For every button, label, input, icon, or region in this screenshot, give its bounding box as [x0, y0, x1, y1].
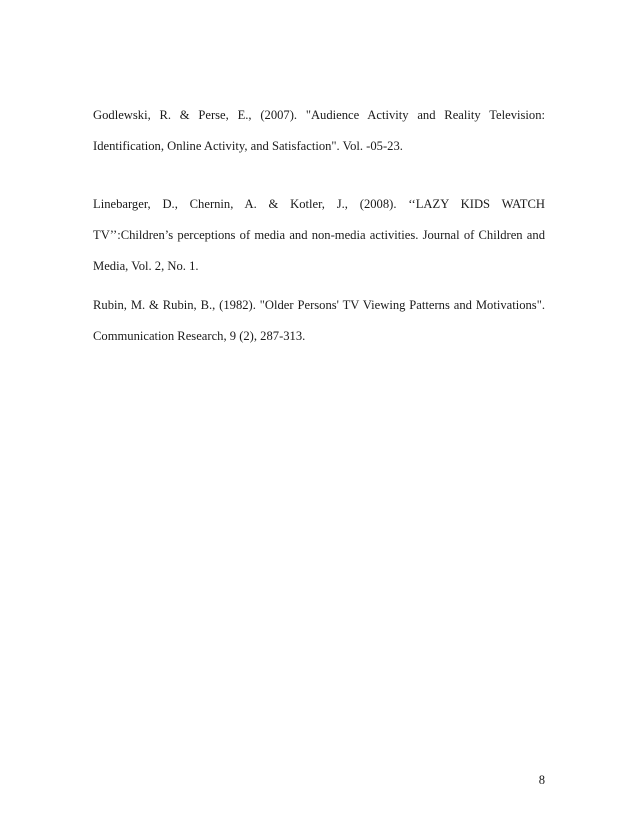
page-number: 8 [538, 773, 545, 787]
reference-line: Linebarger, D., Chernin, A. & Kotler, J., (2008). ‘‘LAZY KIDS WATCH [93, 197, 545, 211]
reference-entry-godlewski [93, 100, 545, 162]
reference-line: Communication Research, 9 (2), 287-313. [93, 329, 306, 343]
reference-line: Identification, Online Activity, and Satisfaction". Vol. -05-23. [93, 139, 403, 153]
reference-line: Rubin, M. & Rubin, B., (1982). "Older Persons' TV Viewing Patterns and Motivations". [93, 298, 545, 312]
reference-entry-linebarger [93, 189, 545, 282]
reference-line: Godlewski, R. & Perse, E., (2007). "Audience Activity and Reality Television: [93, 108, 545, 122]
reference-line: Media, Vol. 2, No. 1. [93, 259, 199, 273]
reference-entry-rubin [93, 290, 545, 352]
reference-list [93, 100, 545, 352]
reference-line: TV’’:Children’s perceptions of media and non-media activities. Journal of Children and [93, 228, 545, 242]
